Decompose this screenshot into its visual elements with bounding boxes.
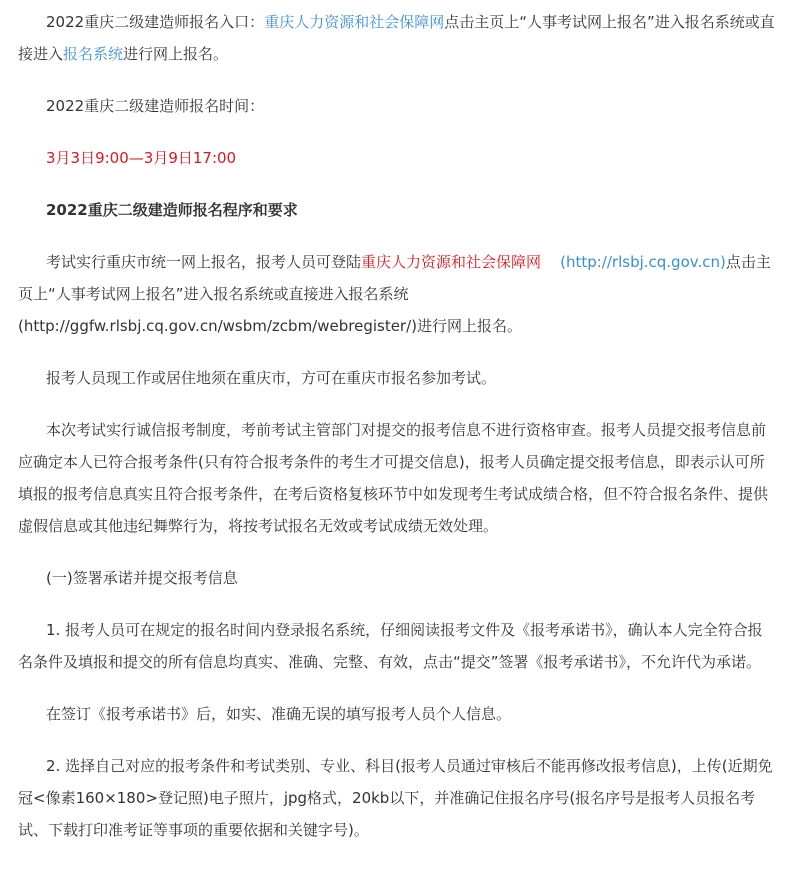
- procedure-text-b: 点击主页上“人事考试网上报名”进入报名系统或直接进入报名系统(http://ggfw.rlsbj.cq.gov.cn/wsbm/zcbm/webregister/)进行网上报名。: [18, 253, 771, 335]
- registration-time-label: 2022重庆二级建造师报名时间：: [46, 97, 265, 115]
- entry-text-c: 进行网上报名。: [123, 45, 229, 63]
- paragraph-step-2: 2. 选择自己对应的报考条件和考试类别、专业、科目(报考人员通过审核后不能再修改报考信息)，上传(近期免冠<像素160×180>登记照)电子照片，jpg格式，20kb以下，并准确记住报名序号(报名序号是报考人员报名考试、下载打印准考证等事项的重要依据和关键字号)。: [18, 757, 773, 839]
- procedure-text-a: 考试实行重庆市统一网上报名，报考人员可登陆: [46, 253, 362, 271]
- entry-text-b: 点击主页上“人事考试网上报名”进入报名系统或直接进入: [18, 13, 775, 63]
- paragraph-fill-info: 在签订《报考承诺书》后，如实、准确无误的填写报考人员个人信息。: [46, 705, 512, 723]
- paragraph-residence: 报考人员现工作或居住地须在重庆市，方可在重庆市报名参加考试。: [46, 369, 497, 387]
- paragraph-entry: [18, 6, 777, 70]
- entry-text-a: 2022重庆二级建造师报名入口：: [46, 13, 265, 31]
- subsection-heading: (一)签署承诺并提交报考信息: [46, 569, 238, 587]
- hrss-url-link[interactable]: (http://rlsbj.cq.gov.cn): [560, 253, 726, 271]
- section-heading: 2022重庆二级建造师报名程序和要求: [46, 201, 298, 219]
- paragraph-integrity: 本次考试实行诚信报考制度，考前考试主管部门对提交的报考信息不进行资格审查。报考人员提交报考信息前应确定本人已符合报考条件(只有符合报考条件的考生才可提交信息)，报考人员确定提交报考信息，即表示认可所填报的报考信息真实且符合报考条件，在考后资格复核环节中如发现考生考试成绩合格，但不符合报名条件、提供虚假信息或其他违纪舞弊行为，将按考试报名无效或考试成绩无效处理。: [18, 421, 769, 535]
- hrss-website-link[interactable]: 重庆人力资源和社会保障网: [264, 13, 445, 31]
- registration-system-link[interactable]: 报名系统: [63, 45, 124, 63]
- hrss-website-link-red[interactable]: 重庆人力资源和社会保障网: [361, 253, 542, 271]
- paragraph-procedure: [18, 246, 777, 342]
- paragraph-step-1: 1. 报考人员可在规定的报名时间内登录报名系统，仔细阅读报考文件及《报考承诺书》，确认本人完全符合报名条件及填报和提交的所有信息均真实、准确、完整、有效，点击“提交”签署《报考承诺书》，不允许代为承诺。: [18, 621, 763, 671]
- registration-time-value: 3月3日9:00—3月9日17:00: [46, 149, 237, 167]
